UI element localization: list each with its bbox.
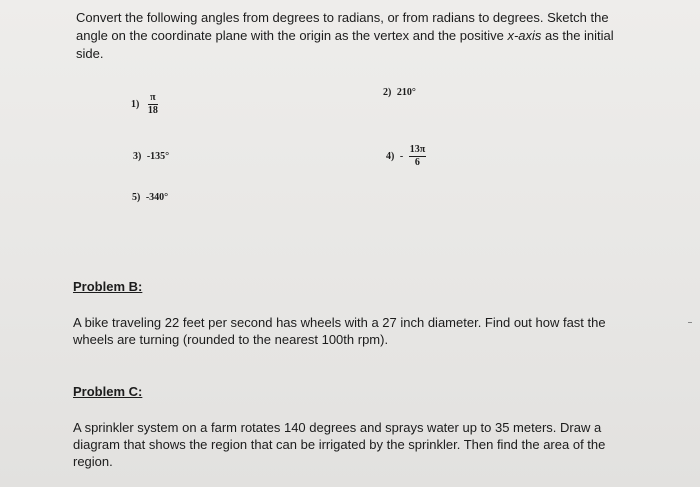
instructions-italic: x-axis	[507, 28, 542, 43]
problem-1-fraction	[148, 92, 158, 117]
problem-4-fraction	[409, 144, 426, 169]
problem-4-sign: -	[399, 150, 404, 162]
problem-4	[386, 144, 426, 169]
instructions-text-1: Convert the following angles from degrees to radians, or from radians to degrees. Sketch the angle on the coordinate plane with the origin as the vertex and the positive	[76, 10, 609, 43]
problem-5-label: 5)	[132, 192, 141, 203]
problem-1-denominator: 18	[147, 105, 158, 116]
problem-1	[131, 92, 158, 117]
problem-1-label: 1)	[131, 98, 140, 110]
problem-4-numerator: 13π	[409, 144, 426, 155]
problem-5	[132, 192, 168, 203]
problem-5-value: -340°	[145, 192, 169, 203]
instructions	[76, 9, 636, 63]
problem-3	[133, 151, 169, 162]
problem-2-label: 2)	[383, 87, 392, 98]
problem-c-text: A sprinkler system on a farm rotates 140 degrees and sprays water up to 35 meters. Draw a diagram that shows the region that can be irrigated by the sprinkler. Then find the area of the region.	[73, 420, 606, 469]
problem-b-heading: Problem B:	[73, 279, 143, 294]
problem-1-numerator: π	[148, 92, 158, 105]
problem-2-value: 210°	[396, 87, 416, 98]
problem-4-label: 4)	[386, 150, 395, 162]
margin-mark	[688, 322, 692, 323]
problem-3-label: 3)	[133, 151, 142, 162]
problem-4-denominator: 6	[414, 157, 420, 168]
problem-c-heading: Problem C:	[73, 384, 143, 399]
instructions-text-2: as the initial side.	[76, 28, 614, 61]
problem-b-text: A bike traveling 22 feet per second has wheels with a 27 inch diameter. Find out how fast the wheels are turning (rounded to the nearest 100th rpm).	[73, 315, 606, 347]
problem-3-value: -135°	[146, 151, 170, 162]
problem-2	[383, 87, 416, 98]
